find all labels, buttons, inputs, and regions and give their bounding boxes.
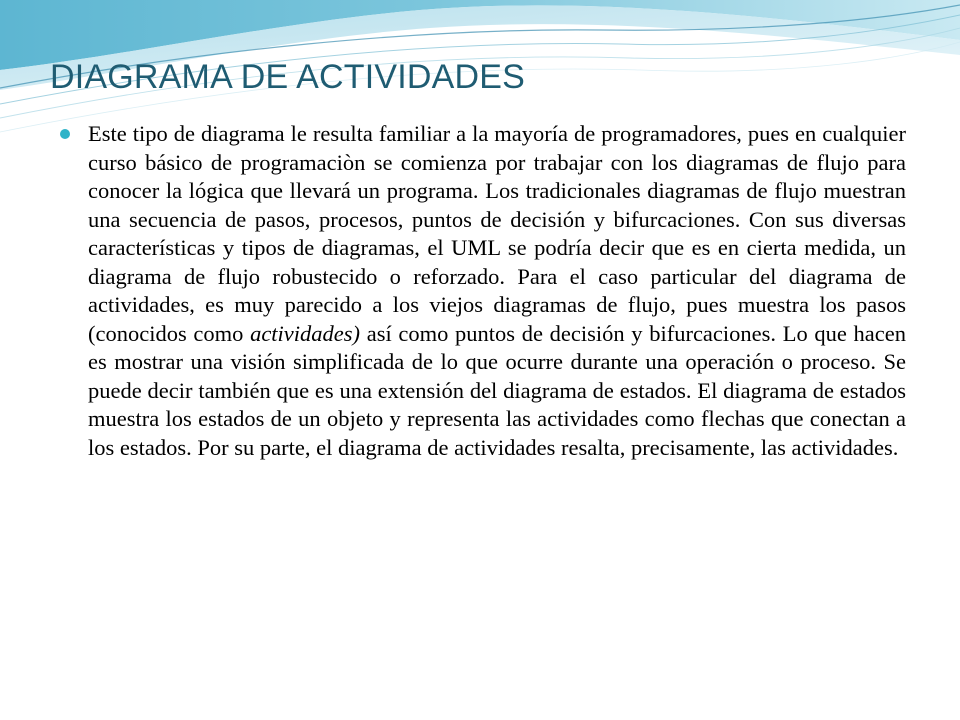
- bullet-item: [60, 120, 906, 462]
- paragraph-text-part-2: así como puntos de decisión y bifurcaciones. Lo que hacen es mostrar una visión simplificada de lo que ocurre durante una operación o proceso. Se puede decir también que es una extensión del diagrama de estados. El diagrama de estados muestra los estados de un objeto y representa las actividades como flechas que conectan a los estados. Por su parte, el diagrama de actividades resalta, precisamente, las actividades.: [88, 320, 906, 460]
- slide-title: DIAGRAMA DE ACTIVIDADES: [50, 58, 526, 96]
- bullet-paragraph: [88, 120, 906, 462]
- slide-content: [60, 120, 906, 462]
- paragraph-text-part-1: Este tipo de diagrama le resulta familiar a la mayoría de programadores, pues en cualquier curso básico de programaciòn se comienza por trabajar con los diagramas de flujo para conocer la lógica que llevará un programa. Los tradicionales diagramas de flujo muestran una secuencia de pasos, procesos, puntos de decisión y bifurcaciones. Con sus diversas características y tipos de diagramas, el UML se podría decir que es en cierta medida, un diagrama de flujo robustecido o reforzado. Para el caso particular del diagrama de actividades, es muy parecido a los viejos diagramas de flujo, pues muestra los pasos (conocidos como: [88, 121, 906, 346]
- bullet-dot-icon: [60, 129, 70, 139]
- paragraph-italic-term: actividades): [250, 320, 361, 346]
